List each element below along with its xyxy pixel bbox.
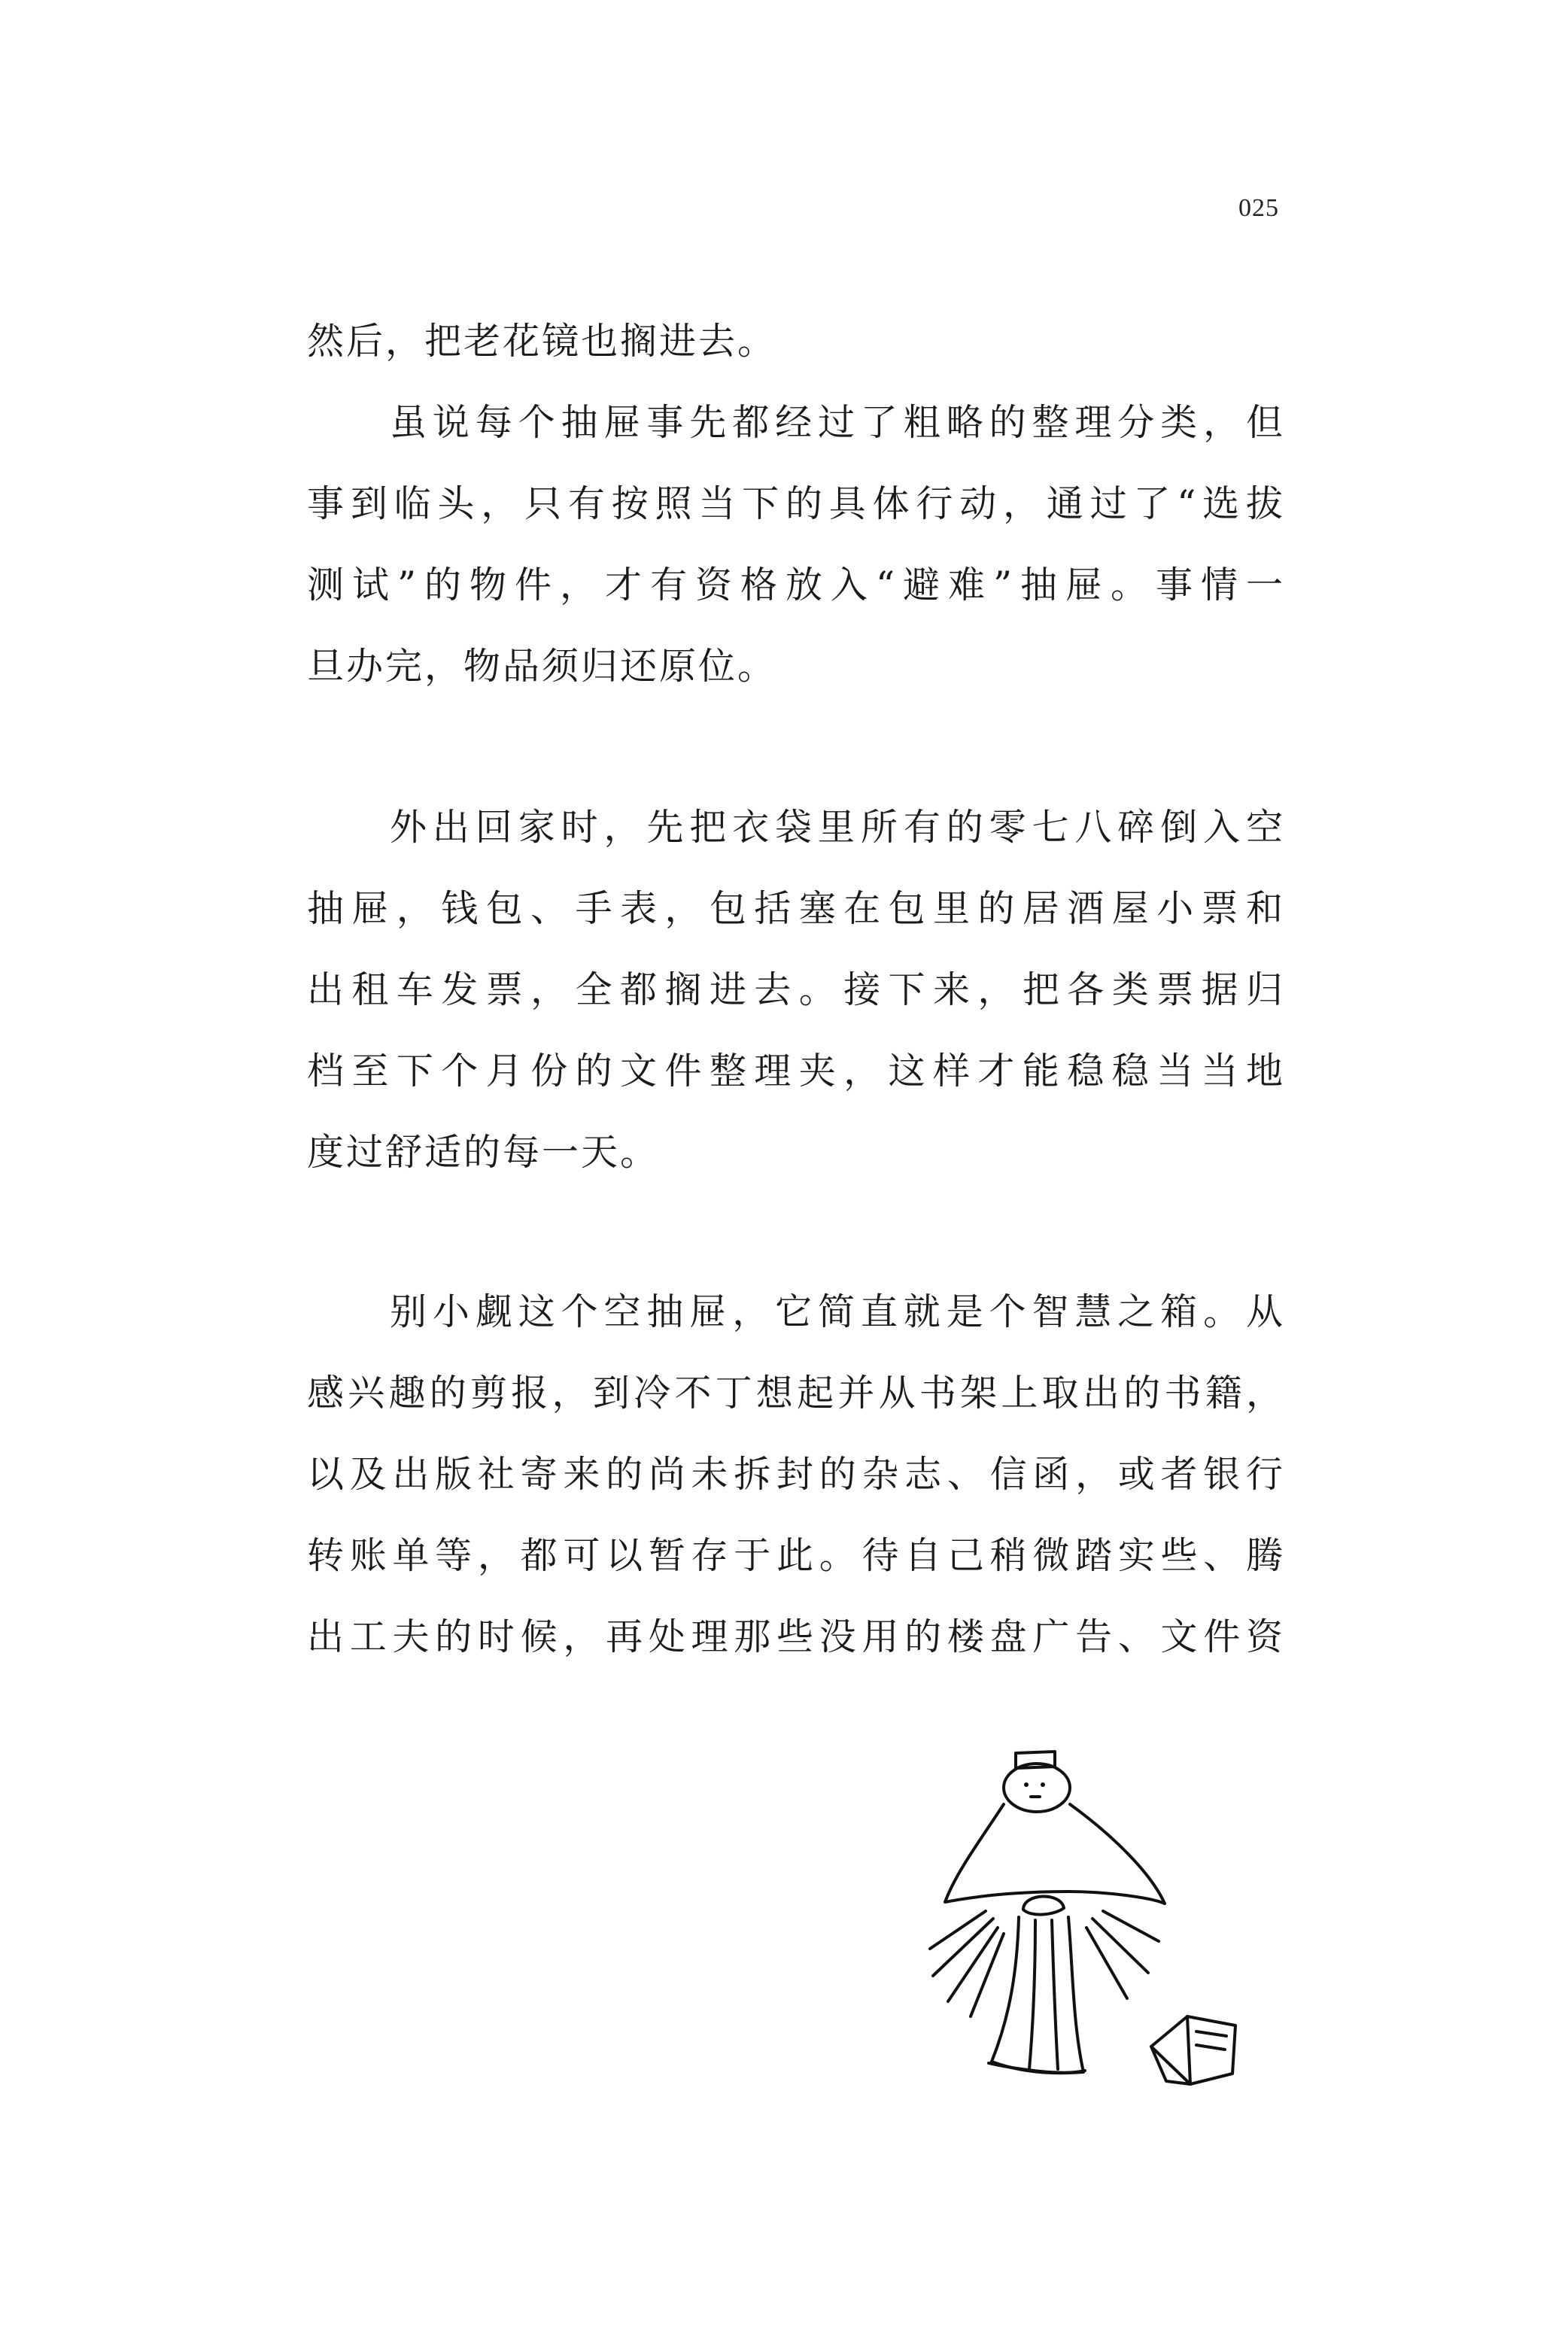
text-line: 别小觑这个空抽屉，它简直就是个智慧之箱。从 xyxy=(390,1290,1285,1333)
text-line: 出租车发票，全都搁进去。接下来，把各类票据归 xyxy=(307,968,1285,1011)
paragraph-0 xyxy=(307,301,1285,382)
text-line: 出工夫的时候，再处理那些没用的楼盘广告、文件资 xyxy=(307,1615,1285,1658)
text-line: 虽说每个抽屉事先都经过了粗略的整理分类，但 xyxy=(390,401,1285,444)
text-line: 测试”的物件，才有资格放入“避难”抽屉。事情一 xyxy=(307,564,1285,606)
text-line: 外出回家时，先把衣袋里所有的零七八碎倒入空 xyxy=(390,806,1285,849)
text-line: 事到临头，只有按照当下的具体行动，通过了“选拔 xyxy=(307,482,1285,525)
text-line: 抽屉，钱包、手表，包括塞在包里的居酒屋小票和 xyxy=(307,887,1285,930)
text-line: 感兴趣的剪报，到冷不丁想起并从书架上取出的书籍， xyxy=(307,1372,1285,1415)
paragraph-1 xyxy=(307,382,1285,707)
paragraph-2 xyxy=(307,787,1285,1193)
page-number: 025 xyxy=(1238,194,1279,222)
lamp-figure-illustration xyxy=(925,1731,1317,2122)
text-line: 档至下个月份的文件整理夹，这样才能稳稳当当地 xyxy=(307,1050,1285,1092)
lamp-figure-icon xyxy=(925,1731,1317,2122)
text-line: 转账单等，都可以暂存于此。待自己稍微踏实些、腾 xyxy=(307,1534,1285,1577)
text-line: 度过舒适的每一天。 xyxy=(307,1131,660,1174)
text-line: 然后，把老花镜也搁进去。 xyxy=(307,320,777,363)
text-line: 以及出版社寄来的尚未拆封的杂志、信函，或者银行 xyxy=(307,1453,1285,1496)
text-line: 旦办完，物品须归还原位。 xyxy=(307,645,777,688)
paragraph-3 xyxy=(307,1272,1285,1678)
